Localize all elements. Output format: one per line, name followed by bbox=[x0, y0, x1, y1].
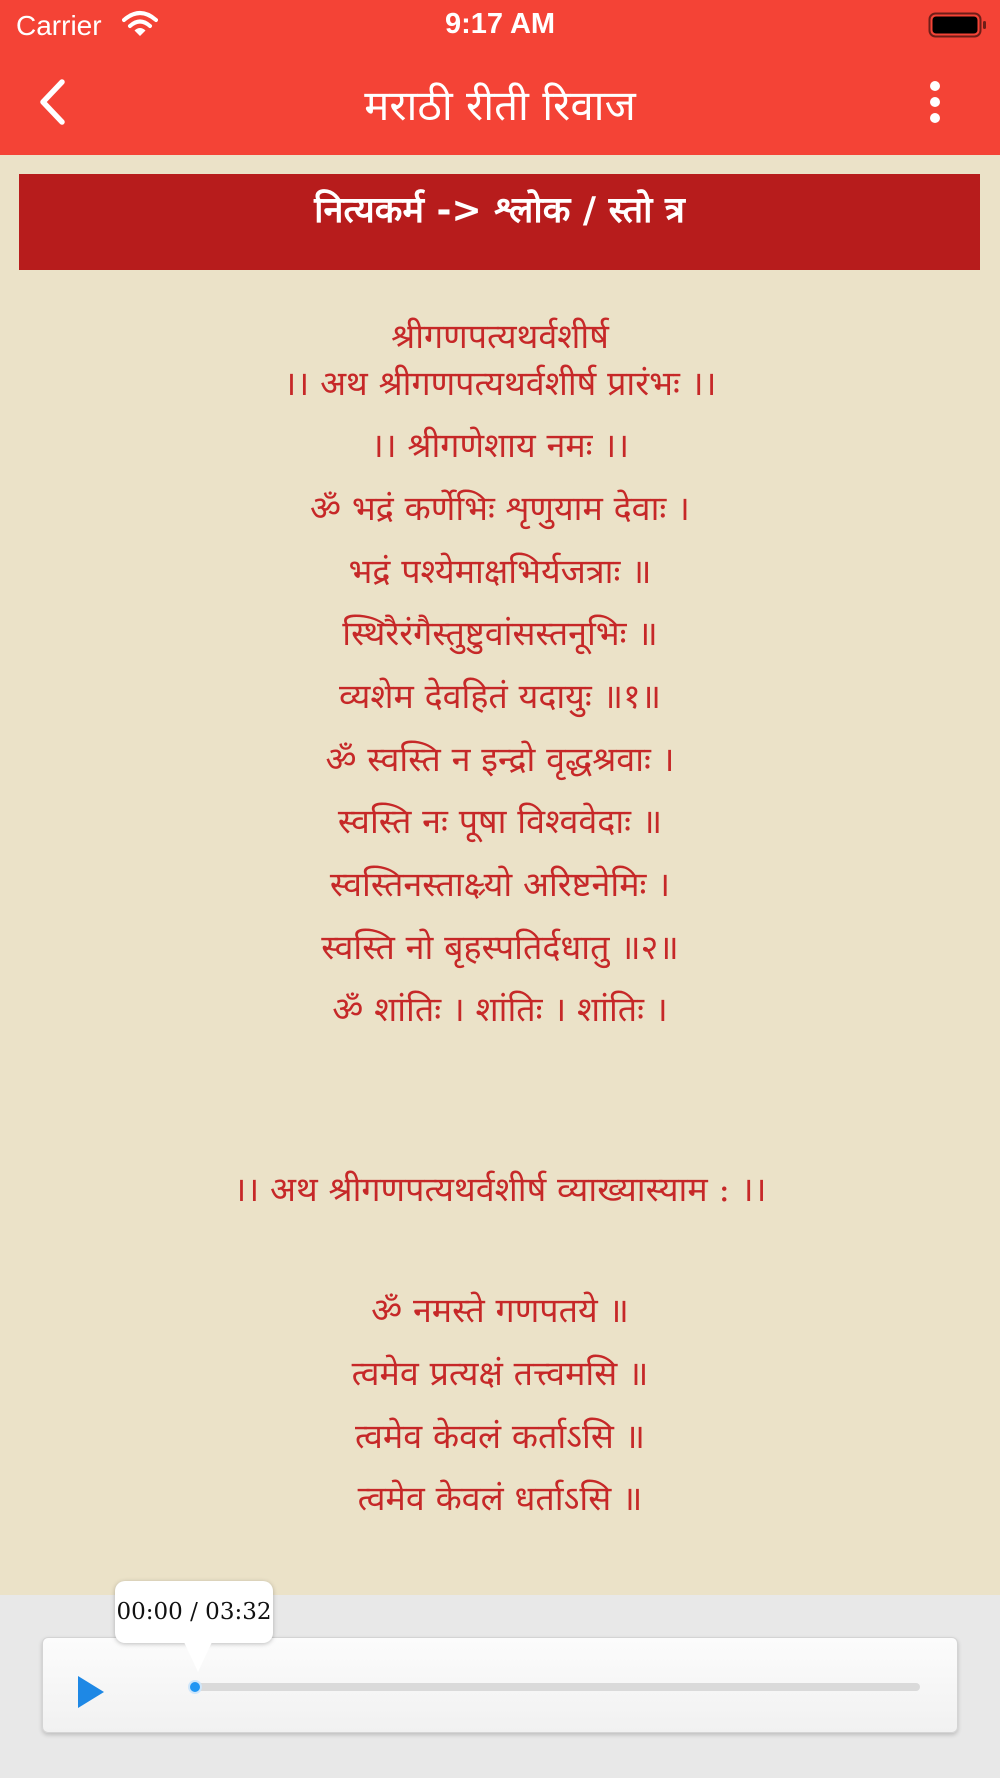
tooltip-pointer bbox=[184, 1642, 212, 1672]
nav-bar bbox=[0, 50, 1000, 155]
verse-line: ॐ स्वस्ति न इन्द्रो वृद्धश्रवाः । bbox=[325, 740, 675, 780]
verse-line: ।। अथ श्रीगणपत्यथर्वशीर्ष व्याख्यास्याम : ।। bbox=[233, 1170, 767, 1210]
more-vertical-icon bbox=[930, 81, 940, 91]
verse-line: त्वमेव केवलं कर्ताऽसि ॥ bbox=[355, 1417, 645, 1457]
play-button[interactable] bbox=[70, 1670, 110, 1714]
verse-line: स्वस्तिनस्ताक्ष्र्यो अरिष्टनेमिः । bbox=[329, 865, 671, 905]
verse-line: ॐ भद्रं कर्णेभिः शृणुयाम देवाः । bbox=[310, 489, 690, 529]
more-options-button[interactable] bbox=[920, 72, 950, 132]
verse-line: ॐ शांतिः । शांतिः । शांतिः । bbox=[332, 990, 668, 1030]
verse-line: त्वमेव प्रत्यक्षं तत्त्वमसि ॥ bbox=[351, 1354, 649, 1394]
verse-line: व्यशेम देवहितं यदायुः ॥१॥ bbox=[338, 677, 661, 717]
more-vertical-icon-dot bbox=[930, 97, 940, 107]
battery-icon bbox=[928, 10, 988, 40]
play-icon bbox=[78, 1676, 104, 1708]
app-header bbox=[0, 0, 1000, 155]
verse-line: ।। श्रीगणेशाय नमः ।। bbox=[370, 426, 630, 466]
verse-content[interactable] bbox=[0, 280, 1000, 1595]
section-breadcrumb-banner: नित्यकर्म -> श्लोक / स्तो त्र bbox=[19, 174, 980, 270]
verse-line: ।। अथ श्रीगणपत्यथर्वशीर्ष प्रारंभः ।। bbox=[283, 364, 717, 404]
time-display-tooltip: 00:00 / 03:32 bbox=[115, 1581, 273, 1643]
more-vertical-icon-dot bbox=[930, 113, 940, 123]
verse-line: ॐ नमस्ते गणपतये ॥ bbox=[371, 1291, 629, 1331]
status-bar bbox=[0, 0, 1000, 50]
carrier-label: Carrier bbox=[16, 10, 102, 41]
verse-line: स्वस्ति नः पूषा विश्ववेदाः ॥ bbox=[337, 802, 663, 842]
verse-title: श्रीगणपत्यथर्वशीर्ष bbox=[391, 317, 609, 357]
seek-thumb[interactable] bbox=[188, 1680, 202, 1694]
status-time: 9:17 AM bbox=[444, 8, 556, 40]
page-title: मराठी रीती रिवाज bbox=[364, 81, 636, 130]
verse-line: भद्रं पश्येमाक्षभिर्यजत्राः ॥ bbox=[348, 552, 652, 592]
verse-line: त्वमेव केवलं धर्ताऽसि ॥ bbox=[357, 1479, 643, 1519]
verse-line: स्वस्ति नो बृहस्पतिर्दधातु ॥२॥ bbox=[321, 928, 679, 968]
seek-bar[interactable] bbox=[190, 1683, 920, 1691]
verse-line: स्थिरैरंगैस्तुष्टुवांसस्तनूभिः ॥ bbox=[342, 614, 658, 654]
